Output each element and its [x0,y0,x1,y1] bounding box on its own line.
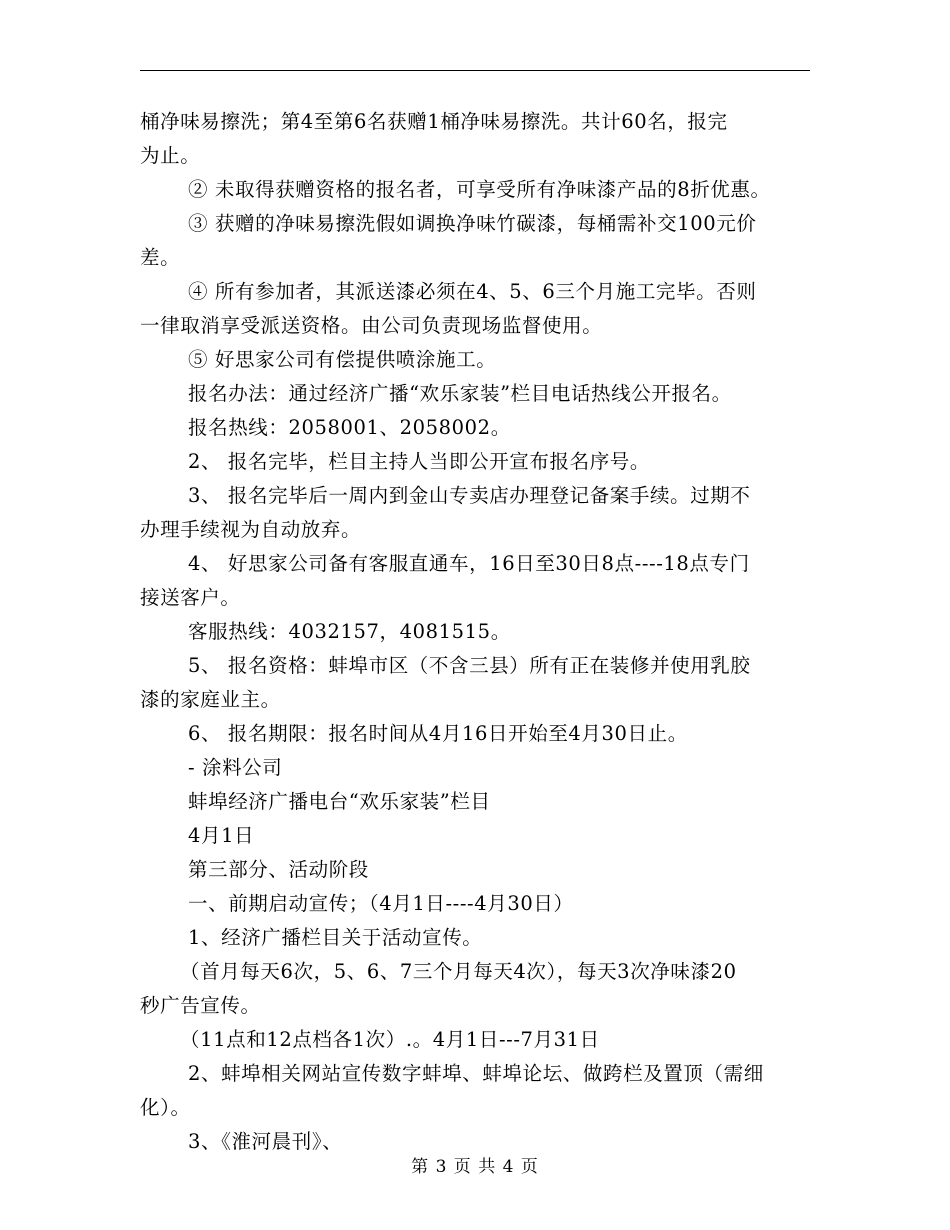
text-line: 3、《淮河晨刊》、 [188,1130,343,1153]
header-rule [140,70,810,71]
text-line: 漆的家庭业主。 [140,688,281,711]
text-line: ② 未取得获赠资格的报名者，可享受所有净味漆产品的8折优惠。 [188,178,771,201]
text-line: 1、经济广播栏目关于活动宣传。 [188,926,483,949]
text-line: （11点和12点档各1次）.。4月1日---7月31日 [180,1028,600,1051]
text-line: 6、 报名期限：报名时间从4月16日开始至4月30日止。 [188,722,688,745]
page-number-footer: 第 3 页 共 4 页 [411,1157,539,1177]
text-line: 蚌埠经济广播电台“欢乐家装”栏目 [188,790,491,813]
text-line: 一律取消享受派送资格。由公司负责现场监督使用。 [140,314,603,337]
text-line: 4、 好思家公司备有客服直通车，16日至30日8点----18点专门 [188,552,750,575]
text-line: 4月1日 [188,824,255,847]
text-line: ③ 获赠的净味易擦洗假如调换净味竹碳漆，每桶需补交100元价 [188,212,757,235]
text-line: 化）。 [140,1096,191,1119]
text-line: 接送客户。 [140,586,241,609]
text-line: （首月每天6次，5、6、7三个月每天4次），每天3次净味漆20 [180,960,737,983]
text-line: 报名热线：2058001、2058002。 [188,416,511,439]
text-line: 桶净味易擦洗；第4至第6名获赠1桶净味易擦洗。共计60名，报完 [140,110,728,133]
text-line: 办理手续视为自动放弃。 [140,518,362,541]
text-line: 2、蚌埠相关网站宣传数字蚌埠、蚌埠论坛、做跨栏及置顶（需细 [188,1062,764,1085]
text-line: 一、前期启动宣传；（4月1日----4月30日） [188,892,574,915]
text-line: ⑤ 好思家公司有偿提供喷涂施工。 [188,348,497,371]
text-line: 3、 报名完毕后一周内到金山专卖店办理登记备案手续。过期不 [188,484,751,507]
text-line: - 涂料公司 [188,756,283,779]
text-line: 客服热线：4032157，4081515。 [188,620,511,643]
text-line: 5、 报名资格：蚌埠市区（不含三县）所有正在装修并使用乳胶 [188,654,751,677]
text-line: ④ 所有参加者，其派送漆必须在4、5、6三个月施工完毕。否则 [188,280,757,303]
text-line: 为止。 [140,144,201,167]
document-body [140,105,810,1159]
text-line: 2、 报名完毕，栏目主持人当即公开宣布报名序号。 [188,450,651,473]
text-line: 秒广告宣传。 [140,994,261,1017]
text-line: 第三部分、活动阶段 [188,858,369,881]
text-line: 报名办法：通过经济广播“欢乐家装”栏目电话热线公开报名。 [188,382,732,405]
text-line: 差。 [140,246,181,269]
